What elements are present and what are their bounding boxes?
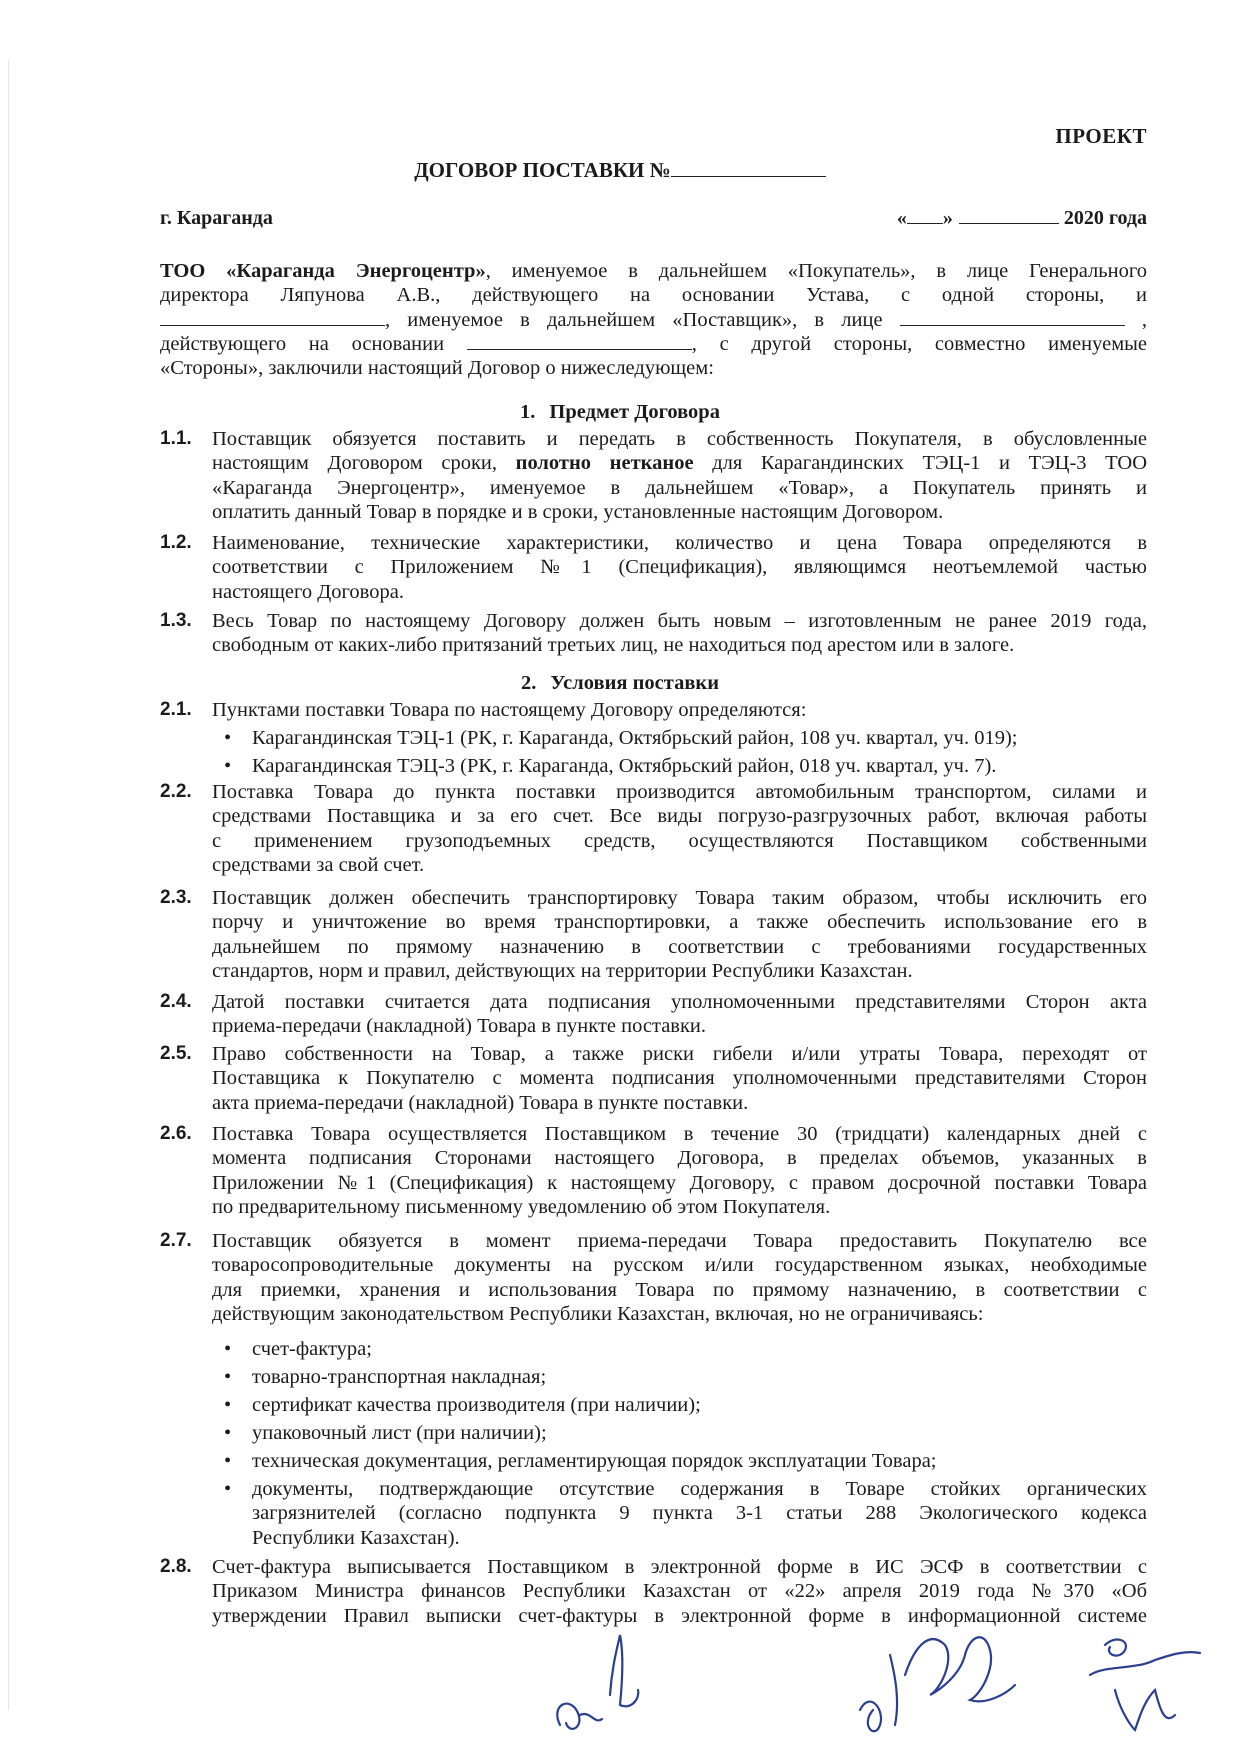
clause-line: свободным от каких-либо притязаний третьих лиц, не находиться под арестом или в залоге. (212, 634, 1015, 657)
section-number: 1. (520, 401, 536, 423)
clause-line: Поставщик должен обеспечить транспортировку Товара таким образом, чтобы исключить его (212, 887, 1147, 909)
list-item: сертификат качества производителя (при наличии); (252, 1394, 701, 1416)
clause-number: 2.3. (160, 887, 192, 908)
contract-number-blank (671, 160, 826, 177)
clause-line: порчу и уничтожение во время транспортировки, а также обеспечить использование его в (212, 911, 1147, 934)
clause-line (212, 451, 1147, 475)
clause-number: 1.3. (160, 610, 192, 631)
clause-line: момента подписания Сторонами настоящего Договора, в пределах объемов, указанных в (212, 1147, 1147, 1170)
bullet-icon: • (224, 1450, 232, 1472)
clause-2-2 (160, 780, 1147, 877)
clause-number: 1.1. (160, 428, 192, 449)
clause-2-5 (160, 1042, 1147, 1115)
bullet-icon: • (224, 755, 232, 777)
clause-line: акта приема-передачи (накладной) Товара в пункте поставки. (212, 1091, 749, 1114)
clause-2-1 (160, 698, 1147, 722)
clause-line: по предварительному письменному уведомлению об этом Покупателя. (212, 1195, 831, 1218)
list-item-line: загрязнителей (согласно подпункта 9 пункта 3-1 статьи 288 Экологического кодекса (252, 1502, 1147, 1525)
clause-1-3 (160, 609, 1147, 658)
clause-line: Поставщик обязуется поставить и передать в собственность Покупателя, в обусловленные (212, 428, 1147, 450)
clause-number: 2.4. (160, 991, 192, 1012)
supplier-name-blank (160, 310, 385, 326)
preamble-text: , именуемое в дальнейшем «Поставщик», в лице (385, 308, 883, 331)
bullet-icon: • (224, 727, 232, 749)
preamble-line: директора Ляпунова А.В., действующего на основании Устава, с одной стороны, и (160, 284, 1147, 307)
bullet-icon: • (224, 1422, 232, 1444)
preamble-text: , (1141, 308, 1148, 331)
clause-line: Право собственности на Товар, а также риски гибели и/или утраты Товара, переходят от (212, 1043, 1147, 1065)
preamble-line (160, 332, 1147, 356)
list-item-line: документы, подтверждающие отсутствие содержания в Товаре стойких органических (252, 1478, 1147, 1500)
signature-3 (1075, 1615, 1210, 1745)
draft-stamp: ПРОЕКТ (1055, 124, 1147, 148)
doc-item (224, 1421, 1147, 1445)
clause-line: для приемки, хранения и использования Товара по прямому назначению, в соответствии с (212, 1278, 1147, 1301)
list-item: техническая документация, регламентирующая порядок эксплуатации Товара; (252, 1450, 937, 1472)
clause-number: 2.8. (160, 1556, 192, 1577)
clause-line: утверждении Правил выписки счет-фактуры в электронной форме в информационной системе (212, 1604, 1147, 1627)
list-item: упаковочный лист (при наличии); (252, 1422, 547, 1444)
clause-number: 2.2. (160, 781, 192, 802)
section-title: Условия поставки (550, 672, 720, 694)
list-item: товарно-транспортная накладная; (252, 1366, 547, 1388)
clause-number: 1.2. (160, 532, 192, 553)
clause-line: Пунктами поставки Товара по настоящему Договору определяются: (212, 699, 807, 721)
day-blank (907, 209, 943, 224)
clause-number: 2.6. (160, 1123, 192, 1144)
contract-title (0, 158, 1240, 183)
section-2-heading (0, 672, 1240, 695)
date-year: 2020 года (1063, 207, 1147, 229)
clause-line: Весь Товар по настоящему Договору должен быть новым – изготовленным не ранее 2019 года, (212, 610, 1147, 632)
preamble-line (160, 308, 1147, 332)
list-item: Карагандинская ТЭЦ-1 (РК, г. Караганда, Октябрьский район, 108 уч. квартал, уч. 019); (252, 727, 1018, 749)
city: г. Караганда (160, 207, 273, 229)
list-item: счет-фактура; (252, 1338, 372, 1360)
title-text: ДОГОВОР ПОСТАВКИ № (414, 158, 671, 182)
clause-line: соответствии с Приложением №1 (Спецификация), являющимся неотъемлемой частью (212, 556, 1147, 579)
contract-date (897, 207, 1147, 230)
clause-line: средствами за свой счет. (212, 853, 425, 876)
section-1-heading (0, 401, 1240, 424)
clause-line: действующим законодательством Республики Казахстан, включая, но не ограничиваясь: (212, 1302, 984, 1325)
preamble (160, 259, 1147, 380)
clause-line: товаросопроводительные документы на русском и/или государственном языках, необходимые (212, 1254, 1147, 1277)
clause-line: оплатить данный Товар в порядке и в сроки, установленные настоящим Договором. (212, 500, 944, 523)
list-item: Карагандинская ТЭЦ-3 (РК, г. Караганда, Октябрьский район, 018 уч. квартал, уч. 7). (252, 755, 997, 777)
section-title: Предмет Договора (549, 401, 720, 423)
clause-1-1 (160, 427, 1147, 524)
doc-item (224, 1365, 1147, 1389)
clause-number: 2.5. (160, 1043, 192, 1064)
clause-line: стандартов, норм и правил, действующих на территории Республики Казахстан. (212, 959, 913, 982)
delivery-point (224, 726, 1147, 750)
clause-line: Датой поставки считается дата подписания уполномоченными представителями Сторон акта (212, 991, 1147, 1013)
clause-line: настоящего Договора. (212, 580, 404, 603)
doc-item (224, 1337, 1147, 1361)
clause-line: Приказом Министра финансов Республики Казахстан от «22» апреля 2019 года №370 «Об (212, 1580, 1147, 1603)
doc-item (224, 1393, 1147, 1417)
buyer-name: ТОО «Караганда Энергоцентр» (160, 260, 486, 282)
clause-line: приема-передачи (накладной) Товара в пункте поставки. (212, 1015, 707, 1038)
preamble-text: действующего на (160, 332, 329, 355)
preamble-line: «Стороны», заключили настоящий Договор о нижеследующем: (160, 357, 714, 380)
clause-1-2 (160, 531, 1147, 604)
preamble-text: , именуемое в дальнейшем «Покупатель», в лице Генерального (485, 260, 1147, 282)
clause-line: Поставка Товара до пункта поставки производится автомобильным транспортом, силами и (212, 781, 1147, 803)
clause-2-7 (160, 1229, 1147, 1326)
clause-line: «Караганда Энергоцентр», именуемое в дальнейшем «Товар», а Покупатель принять и (212, 476, 1147, 499)
date-quote-open: « (896, 207, 907, 229)
date-quote-close: » (942, 207, 953, 229)
clause-line: Наименование, технические характеристики, количество и цена Товара определяются в (212, 532, 1147, 554)
clause-line: дальнейшем по прямому назначению в соответствии с требованиями государственных (212, 935, 1147, 958)
clause-line: Поставщик обязуется в момент приема-передачи Товара предоставить Покупателю все (212, 1230, 1147, 1252)
signature-2 (845, 1615, 1060, 1745)
preamble-line (160, 259, 1147, 283)
month-blank (959, 209, 1059, 224)
signature-1 (540, 1615, 720, 1745)
bullet-icon: • (224, 1338, 232, 1360)
clause-line: Приложении №1 (Спецификация) к настоящему Договору, с правом досрочной поставки Товара (212, 1171, 1147, 1194)
doc-item (224, 1477, 1147, 1550)
preamble-text: , с другой стороны, совместно именуемые (691, 332, 1148, 355)
scan-edge-line (8, 60, 9, 1710)
clause-2-6 (160, 1122, 1147, 1219)
clause-line: Поставщика к Покупателю с момента подписания уполномоченными представителями Сторон (212, 1067, 1147, 1090)
clause-2-3 (160, 886, 1147, 983)
clause-line: Поставка Товара осуществляется Поставщиком в течение 30 (тридцати) календарных дней с (212, 1123, 1147, 1145)
bullet-icon: • (224, 1366, 232, 1388)
clause-number: 2.7. (160, 1230, 192, 1251)
goods-name: полотно нетканое (515, 452, 694, 475)
clause-line: с применением грузоподъемных средств, осуществляются Поставщиком собственными (212, 829, 1147, 852)
list-item-line: Республики Казахстан). (252, 1526, 460, 1549)
basis-blank (467, 334, 692, 350)
clause-line: Счет-фактура выписывается Поставщиком в электронной форме в ИС ЭСФ в соответствии с (212, 1556, 1147, 1578)
clause-text: настоящим Договором сроки, (212, 452, 498, 475)
clause-line: средствами Поставщика и за его счет. Все виды погрузо-разгрузочных работ, включая работы (212, 805, 1147, 828)
delivery-point (224, 754, 1147, 778)
bullet-icon: • (224, 1394, 232, 1416)
supplier-rep-blank (900, 310, 1125, 326)
clause-text: для Карагандинских ТЭЦ-1 и ТЭЦ-3 ТОО (712, 452, 1148, 475)
clause-number: 2.1. (160, 699, 192, 720)
section-number: 2. (520, 672, 537, 694)
clause-2-4 (160, 990, 1147, 1039)
preamble-text: основании (351, 332, 445, 355)
doc-item (224, 1449, 1147, 1473)
bullet-icon: • (224, 1478, 232, 1500)
